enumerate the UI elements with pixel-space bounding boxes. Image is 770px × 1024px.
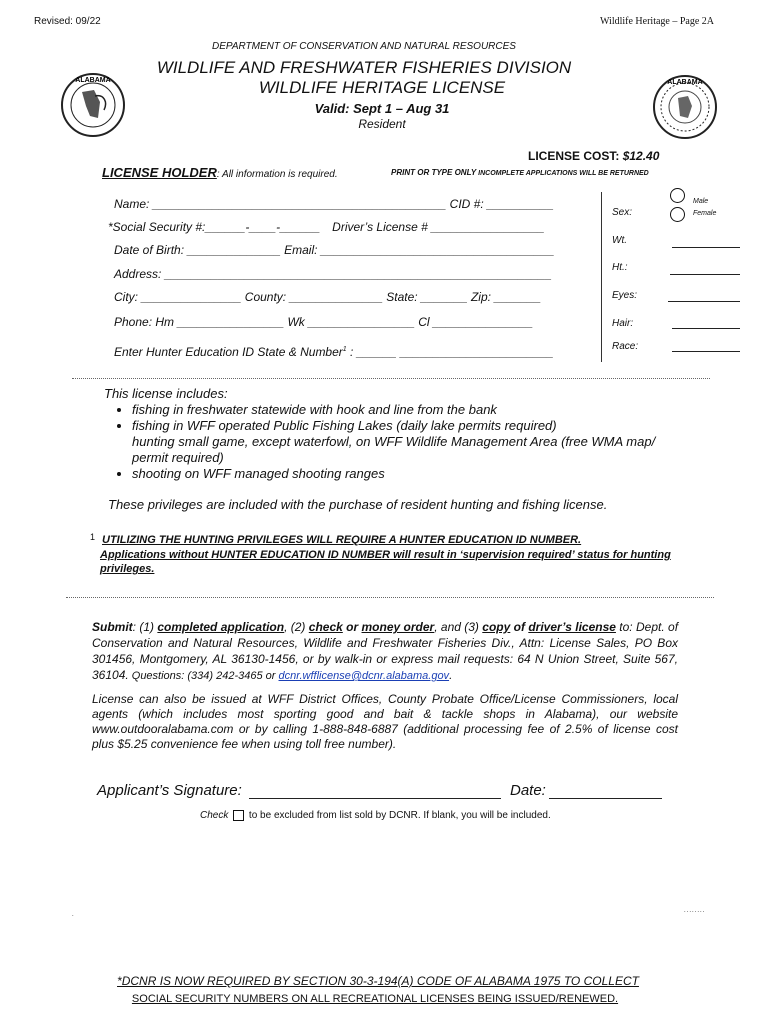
race-field[interactable] <box>672 341 740 352</box>
male-label: Male <box>693 198 709 205</box>
include-continuation: hunting small game, except waterfowl, on WFF Wildlife Management Area (free WMA map/ permit required) <box>132 434 656 465</box>
ssn-legal-notice-line-1: *DCNR IS NOW REQUIRED BY SECTION 30-3-194(A) CODE OF ALABAMA 1975 TO COLLECT <box>117 974 639 988</box>
date-label: Date: <box>510 782 546 799</box>
corner-mark-right: ........ <box>684 908 706 914</box>
submit-end: . <box>449 668 453 682</box>
division-name: WILDLIFE AND FRESHWATER FISHERIES DIVISION <box>156 58 572 77</box>
submit-text-1: : (1) <box>132 620 158 634</box>
license-email-link[interactable]: dcnr.wfflicense@dcnr.alabama.gov <box>278 670 450 682</box>
includes-intro: This license includes: <box>104 386 228 401</box>
footnote-line-1: UTILIZING THE HUNTING PRIVILEGES WILL REQUIRE A HUNTER EDUCATION ID NUMBER. <box>102 534 582 546</box>
license-title: WILDLIFE HERITAGE LICENSE <box>258 78 506 97</box>
residency: Resident <box>358 117 406 131</box>
submit-instructions <box>92 619 678 684</box>
print-type-note <box>391 168 649 177</box>
department-name: DEPARTMENT OF CONSERVATION AND NATURAL RESOURCES <box>212 41 516 52</box>
includes-section <box>104 386 694 482</box>
ssn-field[interactable]: ______-____-______ <box>205 220 321 234</box>
money-order-text: money order <box>361 620 435 634</box>
license-holder-note: : All information is required. <box>216 169 338 180</box>
female-radio[interactable] <box>670 207 685 222</box>
section-divider-1 <box>72 378 710 379</box>
print-only-text: PRINT OR TYPE ONLY <box>391 168 477 177</box>
optout-check-label: Check <box>200 810 229 822</box>
optout-text: to be excluded from list sold by DCNR. If blank, you will be included. <box>246 810 551 822</box>
female-label: Female <box>693 210 717 217</box>
corner-mark-left: . <box>72 912 74 918</box>
sex-label: Sex: <box>612 207 633 218</box>
male-radio[interactable] <box>670 188 685 203</box>
revised-date: Revised: 09/22 <box>34 16 101 27</box>
license-cost-amount: $12.40 <box>622 149 660 163</box>
incomplete-warning: INCOMPLETE APPLICATIONS WILL BE RETURNED <box>476 170 649 177</box>
license-holder-heading-row <box>102 164 338 182</box>
date-field[interactable] <box>549 784 662 799</box>
license-cost <box>528 149 659 163</box>
or-text: or <box>342 620 362 634</box>
address-field[interactable]: Address: __________________________________________________________ <box>114 267 552 281</box>
check-text: check <box>308 620 343 634</box>
submit-text-2: , (2) <box>284 620 309 634</box>
page-reference: Wildlife Heritage – Page 2A <box>600 16 715 27</box>
drivers-license-field[interactable]: Driver’s License # _________________ <box>332 220 545 234</box>
hair-label: Hair: <box>612 318 634 329</box>
hunter-ed-footnote-marker: 1 <box>342 346 347 353</box>
ssn-drivers-row <box>108 220 545 234</box>
include-item-3: • shooting on WFF managed shooting ranges <box>132 466 694 482</box>
dob-email-field[interactable]: Date of Birth: ______________ Email: ___________________________________ <box>114 243 555 257</box>
footnote-marker: 1 <box>90 532 96 542</box>
also-issued-text: License can also be issued at WFF District Offices, County Probate Office/License Commissioners, local agents (which includes most sporting good and bait & tackle shops in Alabama), our website www.outdooralabama.com or by calling 1-888-848-6887 (additional processing fee of 2.5% of license cost plus $5.25 convenience fee when using toll free number). <box>92 692 678 751</box>
questions-phone: Questions: (334) 242-3465 or <box>128 670 279 682</box>
weight-label: Wt. <box>612 235 627 246</box>
section-divider-2 <box>66 597 714 598</box>
signature-field[interactable] <box>249 784 501 799</box>
svg-text:ALABAMA: ALABAMA <box>75 77 111 84</box>
alabama-wff-seal <box>60 72 126 138</box>
include-item-2: • fishing in WFF operated Public Fishing Lakes (daily lake permits required) <box>132 418 694 434</box>
footnote-line-2: Applications without HUNTER EDUCATION ID NUMBER will result in ‘supervision required’ status for hunting privileges. <box>100 549 671 575</box>
license-holder-heading: LICENSE HOLDER <box>102 165 217 180</box>
submit-label: Submit <box>92 620 133 634</box>
license-cost-label: LICENSE COST: <box>528 149 623 163</box>
hunter-ed-label: Enter Hunter Education ID State & Number <box>114 345 343 359</box>
privileges-note: These privileges are included with the purchase of resident hunting and fishing license. <box>108 497 608 512</box>
svg-text:ALABAMA: ALABAMA <box>667 79 703 86</box>
race-label: Race: <box>612 341 639 352</box>
optout-row <box>200 810 551 821</box>
valid-dates: Valid: Sept 1 – Aug 31 <box>314 101 450 116</box>
ssn-label: *Social Security #: <box>108 220 206 234</box>
mailing-address: Dept. of Conservation and Natural Resources, Wildlife and Freshwater Fisheries Div., Attn: License Sales, PO Box 301456, Montgomery, AL 36130-1456, or by walk-in or express mail requests: 64 N Union Street, Suite 567, 36104. <box>92 620 679 682</box>
copy-text: copy <box>482 620 511 634</box>
optout-checkbox[interactable] <box>233 810 244 821</box>
eyes-label: Eyes: <box>612 290 638 301</box>
phone-fields[interactable]: Phone: Hm ________________ Wk ________________ Cl _______________ <box>114 315 534 329</box>
of-text: of <box>510 620 529 634</box>
eyes-field[interactable] <box>668 291 740 302</box>
side-divider <box>601 192 602 362</box>
alabama-state-seal <box>652 74 718 140</box>
height-label: Ht.: <box>612 262 628 273</box>
completed-application-text: completed application <box>157 620 285 634</box>
submit-text-3: , and (3) <box>434 620 483 634</box>
height-field[interactable] <box>670 264 740 275</box>
weight-field[interactable] <box>672 237 740 248</box>
name-cid-field[interactable]: Name: ____________________________________________ CID #: __________ <box>114 197 554 211</box>
hunter-education-field[interactable] <box>114 345 554 359</box>
hunter-ed-blank: : ______ _______________________ <box>346 345 554 359</box>
ssn-legal-notice-line-2: SOCIAL SECURITY NUMBERS ON ALL RECREATIONAL LICENSES BEING ISSUED/RENEWED. <box>131 993 619 1005</box>
city-county-state-zip-field[interactable]: City: _______________ County: ______________ State: _______ Zip: _______ <box>114 290 542 304</box>
include-item-1: • fishing in freshwater statewide with hook and line from the bank <box>132 402 694 418</box>
signature-label: Applicant’s Signature: <box>97 782 242 799</box>
to-text: to: <box>615 620 633 634</box>
hair-field[interactable] <box>672 318 740 329</box>
drivers-license-text: driver’s license <box>528 620 616 634</box>
